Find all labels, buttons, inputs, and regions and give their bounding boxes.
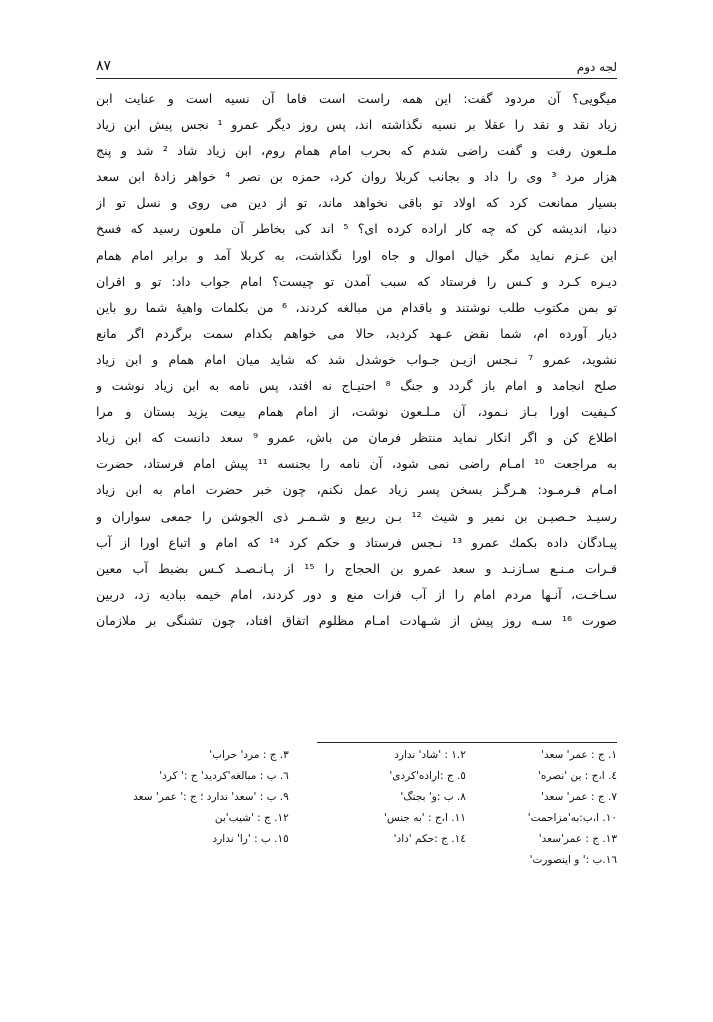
footnote: ٨. ب :و' بجنگ' <box>400 791 466 803</box>
footnote-rule <box>317 742 617 743</box>
footnote: ٥. ج :اراده'کردی' <box>389 770 466 782</box>
footnote: ١١. ا،ج : 'به جنس' <box>383 812 466 824</box>
text-line: صورت ¹⁶ سـه روز پیش از شـهادت امـام مظلوم اتفاق افتاد، چون تشنگی بر ملازمان <box>96 612 617 628</box>
footnote: ١٦.ب :' و اینصورت' <box>529 854 617 866</box>
text-line: بسیار ممانعت کرد که اولاد تو باقی نخواهد ماند، تو از دین می روی و نسل تو از <box>96 195 617 211</box>
text-line: سـاخـت، آنـها مردم امام را از آب فرات منع و دور کردند، امام خیمه ببادیه زد، دربین <box>96 586 617 602</box>
text-line: دیار آورده ام، شما نقض عـهد کردید، حالا می خواهم بکدام سمت برگردم اگر مانع <box>96 325 617 341</box>
text-line: رسیـد حـصیـن بن نمیر و شیث ¹² بـن ربیع و شـمـر ذی الجوشن را جمعی سواران و <box>96 508 617 524</box>
text-line: اطلاع کن و اگر انکار نماید منتظر فرمان من باش، عمرو ⁹ سعد دانست که ابن زیاد <box>96 430 617 446</box>
footnote: ١. ج : عمر' سعد' <box>541 749 617 761</box>
text-line: زیاد نقد و نقد را عقلا بر نسیه نگذاشته اند، پس روز دیگر عمرو ¹ نجس پیش ابن زیاد <box>96 117 617 133</box>
footnote-list <box>96 747 617 869</box>
page-header <box>96 50 617 79</box>
footnote: ٧. ج : عمر' سعد' <box>541 791 617 803</box>
text-line: به مراجعت ¹⁰ امـام راضی نمی شود، آن نامه را بجنسه ¹¹ پیش امام فرستاد، حضرت <box>96 456 617 472</box>
footnote: ٤. ا،ج : بن 'نصره' <box>538 770 617 782</box>
body-text <box>96 86 617 634</box>
footnote: ١٣. ج : عمر'سعد' <box>538 833 617 845</box>
footnote: ٣. ج : مرد' حراب' <box>209 749 289 761</box>
footnote: ١٥. ب : 'را' ندارد <box>212 833 289 845</box>
footnote: ٩. ب : 'سعد' ندارد ؛ ج :' عمر' سعد <box>133 791 289 803</box>
footnote: ١٠. ا،ب:به'مزاحمت' <box>527 812 617 824</box>
text-line: دنیا، اندیشه کن که چه کار اراده کرده ای؟ ⁵ اند کی بخاطر آن ملعون رسید که فسخ <box>96 221 617 237</box>
footnotes <box>96 742 617 869</box>
text-line: هزار مرد ³ وی را داد و بجانب کربلا روان کرد، حمزه بن نصر ⁴ خواهر زادۀ ابن سعد <box>96 169 617 185</box>
text-line: پیـادگان داده بکمك عمرو ¹³ نـجس فرستاد و حکم کرد ¹⁴ که امام و اتباع اورا از آب <box>96 534 617 550</box>
text-line: دیـره کـرد و کـس را فرستاد که سبب آمدن تو چیست؟ امام جواب داد: تو و اقران <box>96 273 617 289</box>
text-line: ملـعون رفت و گفت راضی شدم که بحرب امام همام روم، ابن زیاد شاد ² شد و پنج <box>96 143 617 159</box>
text-line: نشوید، عمرو ⁷ نـجس ازیـن جـواب خوشدل شد که شاید میان امام همام و ابن زیاد <box>96 351 617 367</box>
footnote: ١٤. ج :حکم 'داد' <box>393 833 466 845</box>
footnote: ١٢. ج : 'شیب'بن <box>214 812 289 824</box>
text-line: این عـزم نماید مگر خیال اموال و جاه اورا نگذاشت، به کربلا آمد و برابر امام همام <box>96 247 617 263</box>
text-line: امـام فـرمـود: هـرگـز بسخن پسر زیاد عمل نکنم، چون خبر حضرت امام به ابن زیاد <box>96 482 617 498</box>
running-head: لجه دوم <box>576 60 617 74</box>
text-line: تو بمن مکتوب طلب نوشتند و باقدام من مبالغه کردند، ⁶ من بکلمات واهیۀ شما رو باین <box>96 299 617 315</box>
text-line: فـرات مـنـع سـازنـد و سعد عمرو بن الحجاج را ¹⁵ از پـانـصـد کـس بضبط آب معین <box>96 560 617 576</box>
page-number: ٨٧ <box>96 58 112 74</box>
text-line: صلح انجامد و امام باز گردد و جنگ ⁸ احتیـاج نه افتد، پس نامه به ابن زیاد نوشت و <box>96 378 617 394</box>
footnote: ٦. ب : مبالغه'کردید' ج :' کرد' <box>159 770 289 782</box>
text-line: کـیفیت اورا بـاز نـمود، آن مـلـعون نوشت، از امام همام بیعت یزید بستان و مرا <box>96 404 617 420</box>
text-line: میگویی؟ آن مردود گفت: این همه راست است فاما آن نسیه است و عنایت ابن <box>96 91 617 106</box>
footnote: ١.٢ : 'شاد' ندارد <box>394 749 466 761</box>
